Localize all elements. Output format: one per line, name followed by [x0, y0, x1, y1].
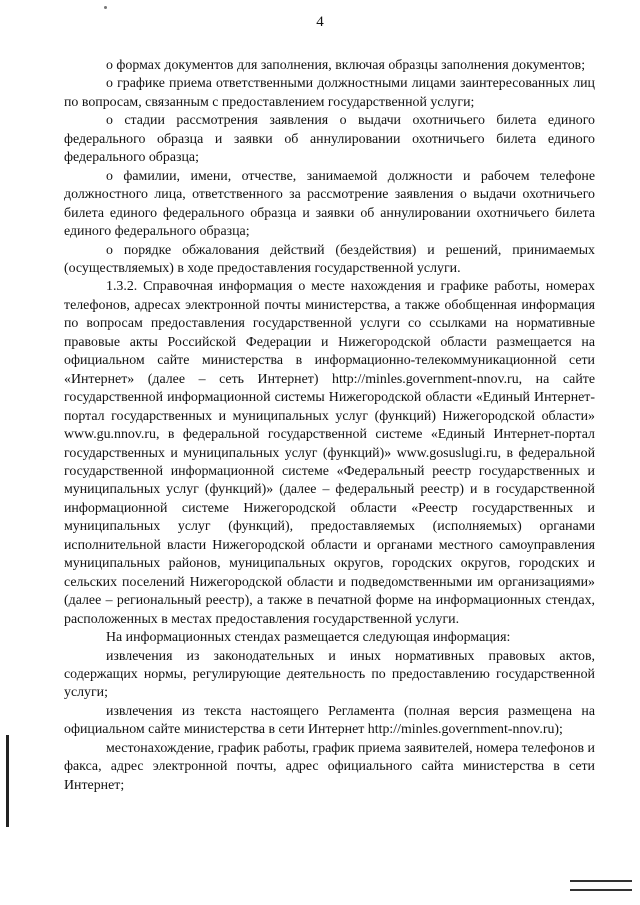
paragraph-application-stage: о стадии рассмотрения заявления о выдачи охотничьего билета единого федерального образца и заявки об аннулировании охотничьего билета единого федерального образца;	[64, 113, 595, 166]
paragraph-regulation-extracts: извлечения из текста настоящего Регламента (полная версия размещена на официальном сайте министерства в сети Интернет http://minles.government-nnov.ru);	[64, 703, 595, 738]
paragraph-info-stands-intro: На информационных стендах размещается следующая информация:	[106, 630, 511, 646]
paragraph-contact-details: местонахождение, график работы, график приема заявителей, номера телефонов и факса, адрес электронной почты, адрес официального сайта министерства в сети Интернет;	[64, 740, 595, 793]
scan-artifact	[104, 6, 107, 9]
paragraph-legal-extracts: извлечения из законодательных и иных нормативных правовых актов, содержащих нормы, регулирующие деятельность по предоставлению государственной услуги;	[64, 648, 595, 701]
paragraph-responsible-official: о фамилии, имени, отчестве, занимаемой должности и рабочем телефоне должностного лица, ответственного за рассмотрение заявления о выдачи охотничьего билета единого федерального образца и заявки об аннулировании охотничьего билета единого федерального образца;	[64, 168, 595, 240]
document-body	[64, 57, 595, 795]
footer-rule	[570, 880, 632, 882]
scan-edge-mark	[6, 735, 9, 827]
paragraph-section-1-3-2: 1.3.2. Справочная информация о месте нахождения и графике работы, номерах телефонов, адресах электронной почты министерства, а также обобщенная информация по вопросам предоставления государственной услуги со ссылками на нормативные правовые акты Российской Федерации и Нижегородской области размещается на официальном сайте министерства в информационно-телекоммуникационной сети «Интернет» (далее – сеть Интернет) http://minles.government-nnov.ru, на сайте государственной информационной системы Нижегородской области «Единый Интернет-портал государственных и муниципальных услуг (функций) Нижегородской области» www.gu.nnov.ru, в федеральной государственной системе «Единый Интернет-портал государственных и муниципальных услуг (функций)» www.gosuslugi.ru, в федеральной государственной информационной системе «Федеральный реестр государственных и муниципальных услуг (функций)» (далее – федеральный реестр) и в государственной информационной системе Нижегородской области «Реестр государственных и муниципальных услуг (функций), предоставляемых (исполняемых) органами исполнительной власти Нижегородской области и органами местного самоуправления муниципальных районов, муниципальных округов, городских округов, городских и сельских поселений Нижегородской области и подведомственными им организациями» (далее – региональный реестр), а также в печатной форме на информационных стендах, расположенных в местах предоставления государственной услуги.	[64, 279, 595, 627]
paragraph-appeal-procedure: о порядке обжалования действий (бездействия) и решений, принимаемых (осуществляемых) в ходе предоставления государственной услуги.	[64, 242, 595, 276]
footer-rule-second	[570, 889, 632, 891]
page-number: 4	[316, 14, 324, 30]
paragraph-document-forms: о формах документов для заполнения, включая образцы заполнения документов;	[106, 58, 586, 73]
paragraph-reception-schedule: о графике приема ответственными должностными лицами заинтересованных лиц по вопросам, связанным с предоставлением государственной услуги;	[64, 76, 595, 110]
